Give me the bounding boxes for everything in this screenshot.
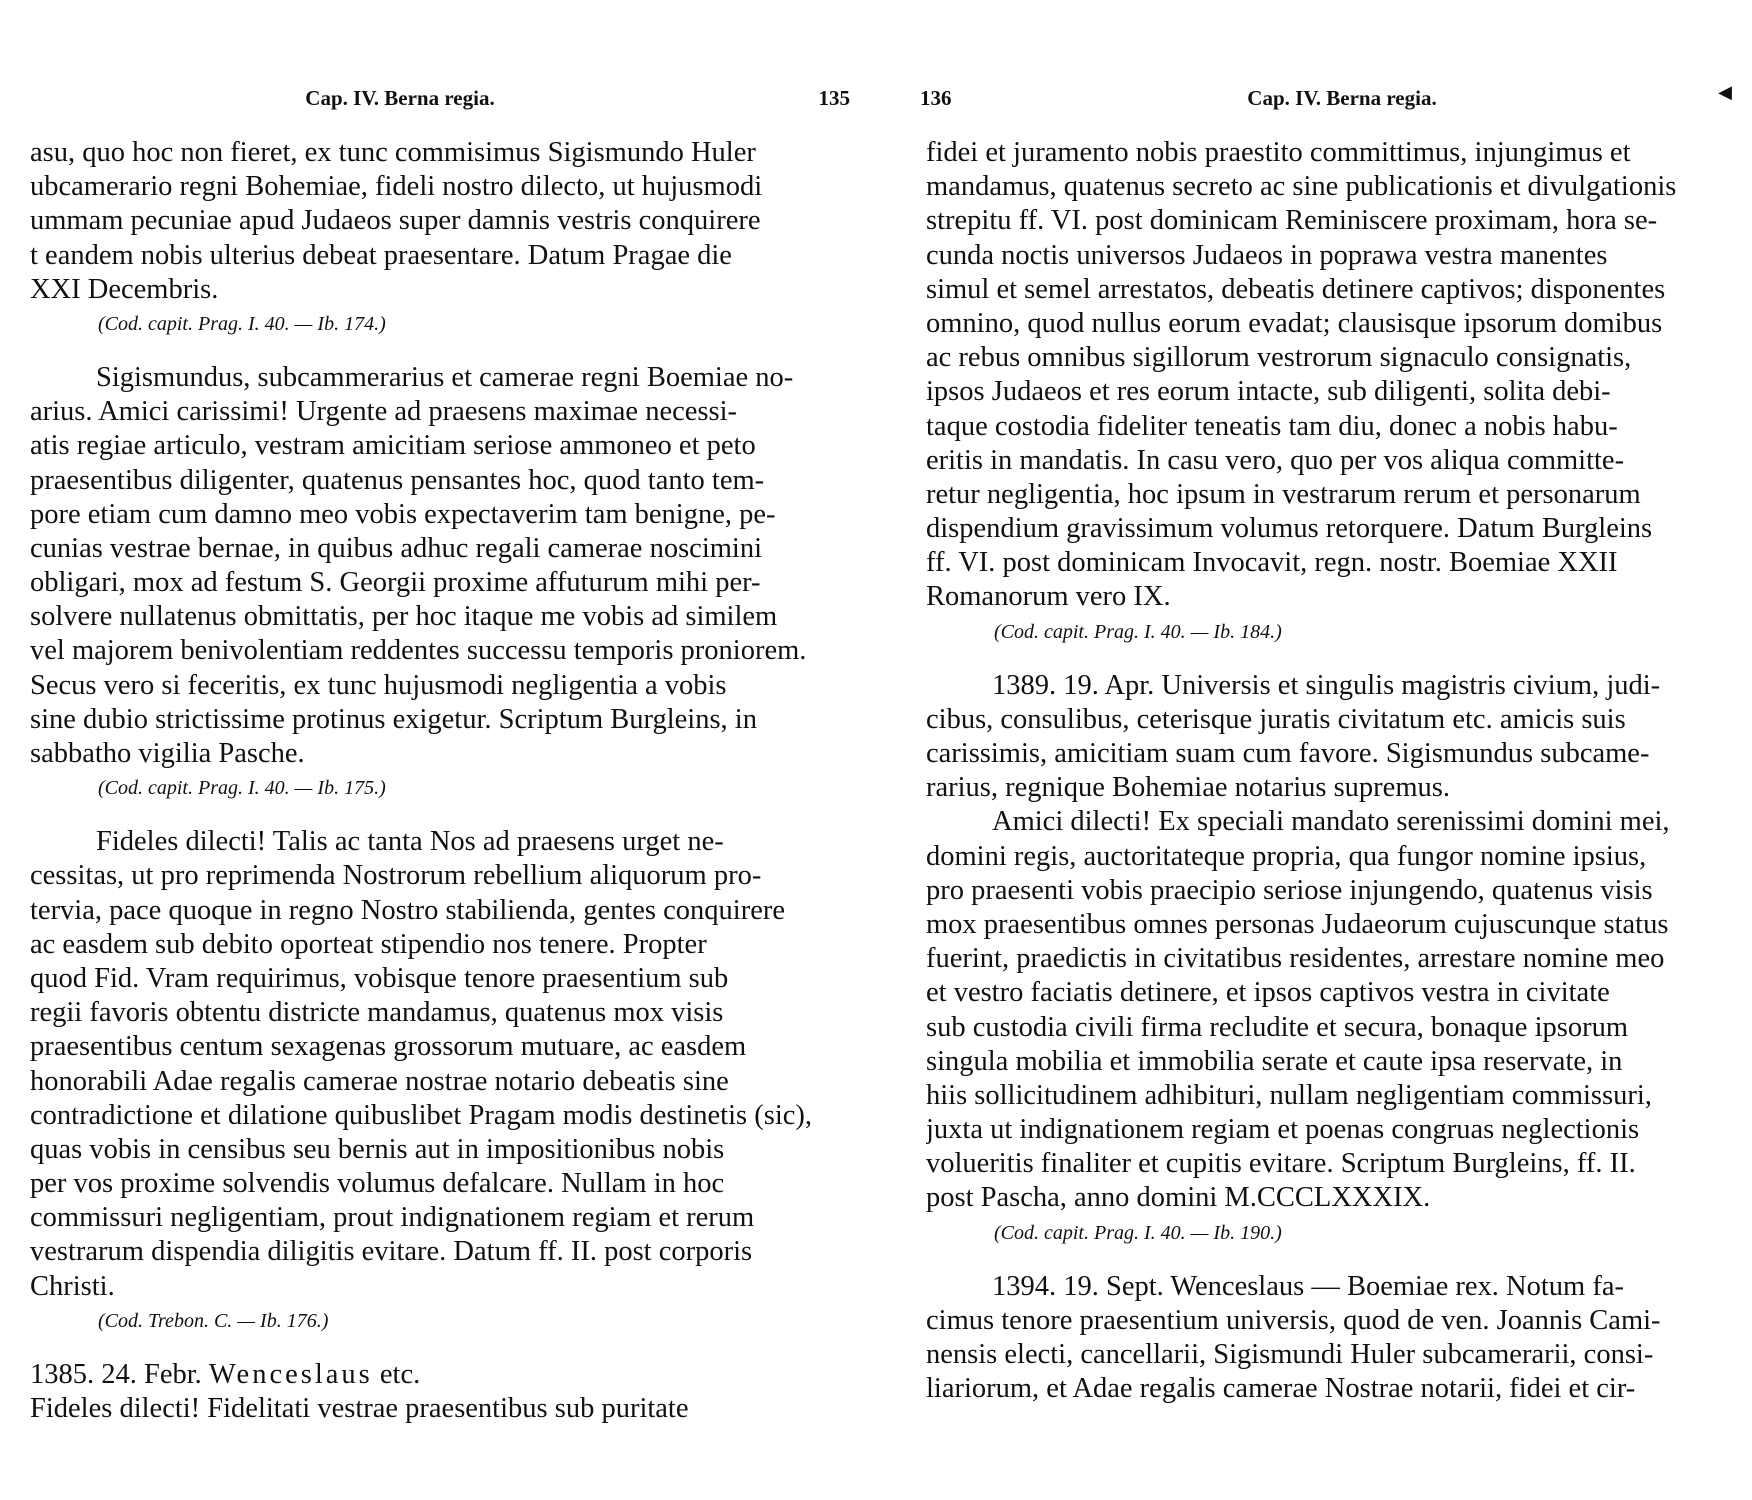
right-block-2: [926, 1270, 1731, 1407]
text-line: cimus tenore praesentium universis, quod de ven. Joannis Cami-: [926, 1304, 1661, 1336]
text-line: contradictione et dilatione quibuslibet Pragam modis destinetis (sic),: [30, 1099, 812, 1131]
text-line: sabbatho vigilia Pasche.: [30, 738, 305, 769]
text-line: regii favoris obtentu districte mandamus, quatenus mox visis: [30, 997, 724, 1029]
text-line: carissimis, amicitiam suam cum favore. Sigismundus subcame-: [926, 738, 1650, 769]
text-line: tervia, pace quoque in regno Nostro stabilienda, gentes conquirere: [30, 894, 785, 926]
text-line: mandamus, quatenus secreto ac sine publicationis et divulgationis: [926, 171, 1677, 203]
text-line: fuerint, praedictis in civitatibus residentes, arrestare nomine meo: [926, 943, 1665, 975]
source-citation: (Cod. capit. Prag. I. 40. — Ib. 175.): [98, 777, 386, 800]
text-line: 1389. 19. Apr. Universis et singulis magistris civium, judi-: [992, 669, 1661, 701]
left-page: [30, 0, 850, 1500]
right-running-title: Cap. IV. Berna regia.: [1247, 86, 1437, 110]
text-line: hiis sollicitudinem adhibituri, nullam negligentiam commissuri,: [926, 1079, 1652, 1111]
text-line: juxta ut indignationem regiam et poenas congruas neglectionis: [926, 1114, 1640, 1146]
text-line: cunias vestrae bernae, in quibus adhuc regali camerae noscimini: [30, 532, 762, 564]
text-line: post Pascha, anno domini M.CCCLXXXIX.: [926, 1182, 1431, 1214]
left-running-head: [30, 86, 850, 116]
text-line: Fideles dilecti! Fidelitati vestrae praesentibus sub puritate: [30, 1393, 689, 1424]
text-line: Christi.: [30, 1270, 115, 1302]
text-line: praesentibus diligenter, quatenus pensantes hoc, quod tanto tem-: [30, 464, 765, 496]
text-line: Secus vero si feceritis, ex tunc hujusmodi negligentia a vobis: [30, 669, 727, 701]
text-line: XXI Decembris.: [30, 273, 219, 305]
text-line: mox praesentibus omnes personas Judaeorum cujuscunque status: [926, 908, 1669, 940]
heading-suffix: etc.: [372, 1358, 421, 1390]
text-line: pro praesenti vobis praecipio seriose injungendo, quatenus visis: [926, 874, 1653, 906]
right-page-number: 136: [920, 86, 952, 110]
right-page: [912, 0, 1732, 1500]
text-line: Amici dilecti! Ex speciali mandato serenissimi domini mei,: [992, 806, 1670, 838]
text-line: Sigismundus, subcammerarius et camerae regni Boemiae no-: [96, 361, 794, 393]
text-line: quas vobis in censibus seu bernis aut in impositionibus nobis: [30, 1133, 725, 1165]
text-line: honorabili Adae regalis camerae nostrae notario debeatis sine: [30, 1065, 729, 1097]
text-line: nensis electi, cancellarii, Sigismundi Huler subcamerarii, consi-: [926, 1339, 1654, 1370]
text-line: t eandem nobis ulterius debeat praesentare. Datum Pragae die: [30, 239, 732, 271]
text-line: quod Fid. Vram requirimus, vobisque tenore praesentium sub: [30, 962, 729, 994]
text-line: vel majorem benivolentiam reddentes successu temporis proniorem.: [30, 635, 807, 667]
text-line: Fideles dilecti! Talis ac tanta Nos ad praesens urget ne-: [96, 826, 724, 858]
text-line: sub custodia civili firma recludite et secura, bonaque ipsorum: [926, 1011, 1628, 1043]
left-running-title: Cap. IV. Berna regia.: [305, 86, 495, 110]
text-line: praesentibus centum sexagenas grossorum mutuare, ac easdem: [30, 1031, 747, 1063]
text-line: strepitu ff. VI. post dominicam Reminiscere proximam, hora se-: [926, 205, 1658, 237]
entry-heading: [30, 1358, 840, 1392]
left-block-0: [30, 136, 840, 339]
text-line: et vestro faciatis detinere, et ipsos captivos vestra in civitate: [926, 977, 1610, 1009]
margin-mark-icon: ◀: [1718, 82, 1732, 102]
text-line: cibus, consulibus, ceterisque juratis civitatum etc. amicis suis: [926, 703, 1626, 735]
text-line: ummam pecuniae apud Judaeos super damnis vestris conquirere: [30, 205, 761, 237]
text-line: fidei et juramento nobis praestito committimus, injungimus et: [926, 137, 1631, 168]
right-block-1: [926, 669, 1731, 1248]
source-citation: (Cod. capit. Prag. I. 40. — Ib. 184.): [994, 620, 1282, 643]
text-line: atis regiae articulo, vestram amicitiam seriose ammoneo et peto: [30, 430, 756, 462]
text-line: cessitas, ut pro reprimenda Nostrorum rebellium aliquorum pro-: [30, 860, 762, 892]
left-page-number: 135: [818, 86, 850, 110]
text-line: ubcamerario regni Bohemiae, fideli nostro dilecto, ut hujusmodi: [30, 171, 763, 203]
text-line: commissuri negligentiam, prout indignationem regiam et rerum: [30, 1202, 755, 1234]
heading-date: 1385. 24. Febr.: [30, 1358, 209, 1390]
left-block-3: [30, 1358, 840, 1426]
text-line: sine dubio strictissime protinus exigetur. Scriptum Burgleins, in: [30, 703, 757, 735]
source-citation: (Cod. Trebon. C. — Ib. 176.): [98, 1309, 329, 1332]
text-line: solvere nullatenus obmittatis, per hoc itaque me vobis ad similem: [30, 601, 778, 633]
left-block-2: [30, 825, 840, 1336]
text-line: taque costodia fideliter teneatis tam diu, donec a nobis habu-: [926, 410, 1618, 442]
text-line: liariorum, et Adae regalis camerae Nostrae notarii, fidei et cir-: [926, 1373, 1636, 1405]
source-citation: (Cod. capit. Prag. I. 40. — Ib. 174.): [98, 312, 386, 335]
text-line: dispendium gravissimum volumus retorquere. Datum Burgleins: [926, 513, 1653, 545]
text-line: obligari, mox ad festum S. Georgii proxime affuturum mihi per-: [30, 567, 761, 599]
source-citation: (Cod. capit. Prag. I. 40. — Ib. 190.): [994, 1221, 1282, 1244]
text-line: volueritis finaliter et cupitis evitare. Scriptum Burgleins, ff. II.: [926, 1148, 1636, 1180]
text-line: ac easdem sub debito oporteat stipendio nos tenere. Propter: [30, 928, 707, 960]
left-block-1: [30, 361, 840, 803]
text-line: ac rebus omnibus sigillorum vestrorum signaculo consignatis,: [926, 342, 1632, 374]
text-line: ff. VI. post dominicam Invocavit, regn. nostr. Boemiae XXII: [926, 547, 1618, 579]
text-line: arius. Amici carissimi! Urgente ad praesens maximae necessi-: [30, 396, 737, 428]
text-line: retur negligentia, hoc ipsum in vestrarum rerum et personarum: [926, 478, 1641, 510]
left-body: [30, 136, 840, 1426]
text-line: 1394. 19. Sept. Wenceslaus — Boemiae rex. Notum fa-: [992, 1270, 1624, 1302]
text-line: domini regis, auctoritateque propria, qua fungor nomine ipsius,: [926, 840, 1647, 872]
text-line: Romanorum vero IX.: [926, 581, 1171, 613]
text-line: pore etiam cum damno meo vobis expectaverim tam benigne, pe-: [30, 498, 776, 530]
text-line: rarius, regnique Bohemiae notarius supremus.: [926, 772, 1450, 804]
text-line: ipsos Judaeos et res eorum intacte, sub diligenti, solita debi-: [926, 376, 1611, 408]
text-line: simul et semel arrestatos, debeatis detinere captivos; disponentes: [926, 273, 1666, 305]
text-line: asu, quo hoc non fieret, ex tunc commisimus Sigismundo Huler: [30, 137, 756, 168]
heading-name: Wenceslaus: [208, 1358, 373, 1390]
right-body: [926, 136, 1731, 1406]
text-line: eritis in mandatis. In casu vero, quo per vos aliqua committe-: [926, 444, 1625, 476]
text-line: singula mobilia et immobilia serate et caute ipsa reservate, in: [926, 1045, 1623, 1077]
right-block-0: [926, 136, 1731, 647]
text-line: cunda noctis universos Judaeos in poprawa vestra manentes: [926, 239, 1608, 271]
text-line: omnino, quod nullus eorum evadat; clausisque ipsorum domibus: [926, 307, 1663, 339]
right-running-head: [912, 82, 1732, 116]
text-line: vestrarum dispendia diligitis evitare. Datum ff. II. post corporis: [30, 1236, 753, 1268]
text-line: per vos proxime solvendis volumus defalcare. Nullam in hoc: [30, 1168, 725, 1200]
